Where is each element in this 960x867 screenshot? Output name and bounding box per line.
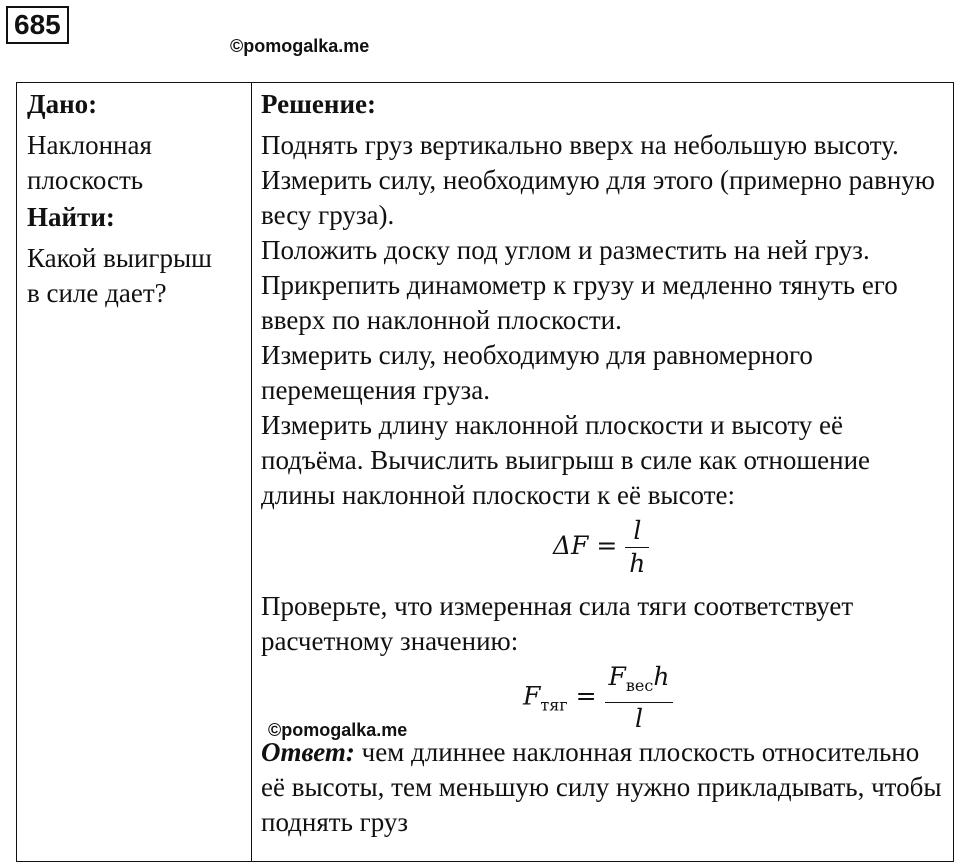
find-line-2: в силе дает? (27, 278, 167, 308)
formula-traction-numerator (605, 661, 674, 703)
formula-gain-lhs: ΔF (553, 531, 589, 560)
given-line-2: плоскость (27, 165, 144, 195)
numerator-force: F (608, 662, 626, 691)
given-column (27, 87, 242, 311)
solution-heading: Решение: (261, 89, 376, 119)
formula-traction-fraction (605, 661, 674, 735)
find-heading: Найти: (27, 202, 115, 232)
column-divider (251, 83, 252, 861)
given-line-1: Наклонная (27, 130, 152, 160)
solution-paragraph-2: Положить доску под углом и разместить на ней груз. Прикрепить динамометр к грузу и медленно тянуть его вверх по наклонной плоскости. (261, 235, 898, 335)
formula-traction-lhs-sub: тяг (540, 695, 568, 715)
formula-traction-eq: = (575, 681, 597, 711)
formula-gain-numerator: l (625, 515, 649, 548)
solution-paragraph-1: Поднять груз вертикально вверх на небольшую высоту. Измерить силу, необходимую для этого (примерно равную весу груза). (261, 130, 935, 230)
formula-traction-denominator: l (635, 704, 643, 733)
check-text: Проверьте, что измеренная сила тяги соответствует расчетному значению: (261, 591, 854, 656)
solution-paragraph-4: Измерить длину наклонной плоскости и высоту её подъёма. Вычислить выигрыш в силе как отношение длины наклонной плоскости к её высоте: (261, 410, 871, 510)
solution-table (16, 82, 954, 862)
answer-label: Ответ: (261, 737, 355, 767)
answer-text: чем длиннее наклонная плоскость относительно её высоты, тем меньшую силу нужно прикладывать, чтобы поднять груз (261, 737, 942, 837)
answer (261, 735, 947, 840)
watermark-middle: ©pomogalka.me (268, 720, 408, 740)
problem-number: 685 (6, 6, 69, 44)
formula-gain-denominator: h (629, 549, 646, 578)
formula-gain-fraction (625, 515, 649, 580)
formula-gain (261, 515, 947, 587)
formula-gain-eq: = (596, 531, 618, 560)
watermark-top: ©pomogalka.me (230, 36, 370, 56)
formula-traction-lhs: F (523, 681, 541, 711)
solution-paragraph-3: Измерить силу, необходимую для равномерного перемещения груза. (261, 340, 813, 405)
given-heading: Дано: (27, 89, 98, 119)
find-line-1: Какой выигрыш (27, 243, 212, 273)
numerator-height: h (653, 662, 670, 691)
numerator-force-sub: вес (625, 676, 654, 695)
